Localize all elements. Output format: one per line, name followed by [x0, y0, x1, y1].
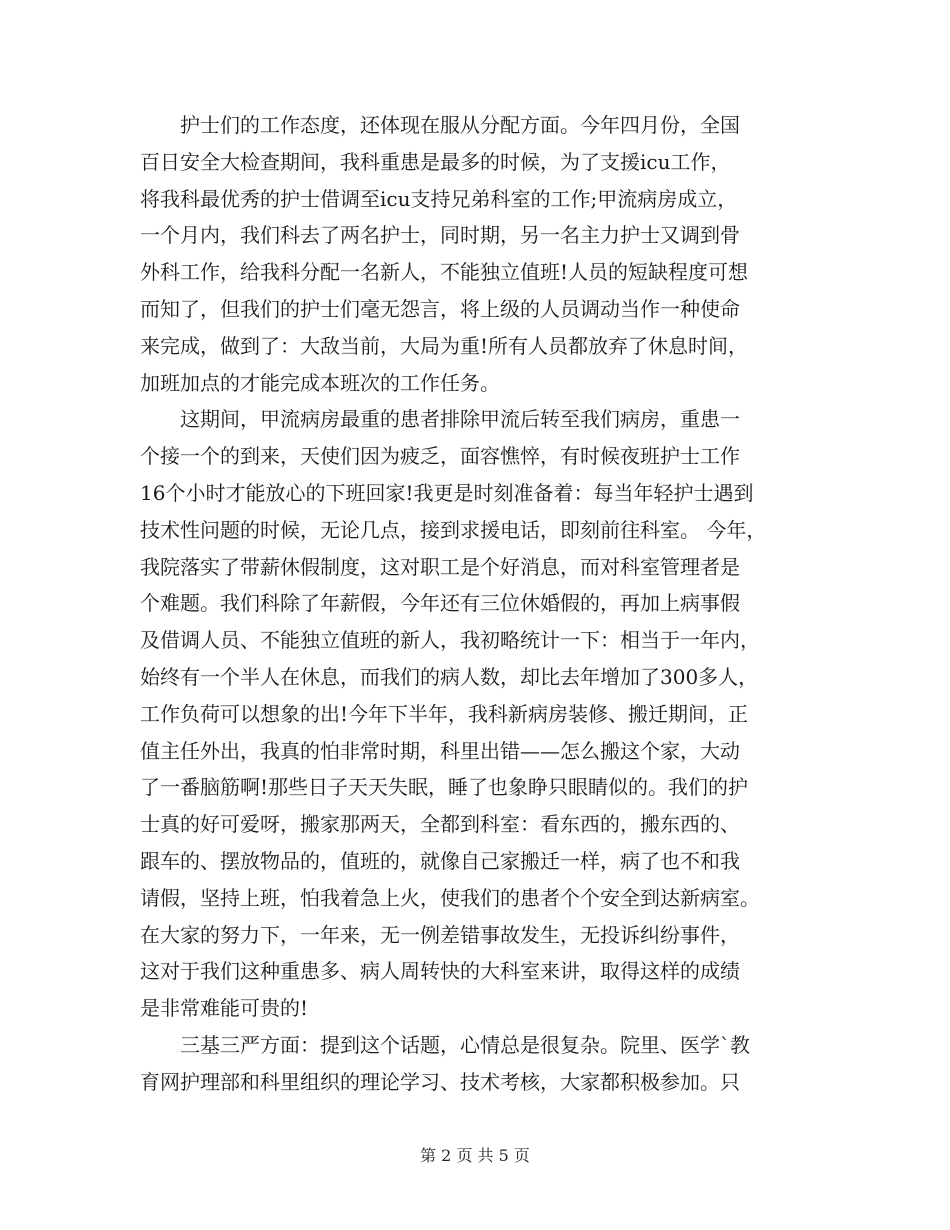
text-line: 士真的好可爱呀，搬家那两天，全都到科室：看东西的，搬东西的、 [140, 812, 740, 837]
text-line: 请假，坚持上班，怕我着急上火，使我们的患者个个安全到达新病室。 [140, 885, 760, 910]
text-line: 护士们的工作态度，还体现在服从分配方面。今年四月份，全国 [140, 113, 740, 137]
text-line: 来完成，做到了：大敌当前，大局为重!所有人员都放弃了休息时间， [140, 333, 749, 358]
text-line: 值主任外出，我真的怕非常时期，科里出错——怎么搬这个家，大动 [140, 738, 740, 763]
text-line: 一个月内，我们科去了两名护士，同时期，另一名主力护士又调到骨 [140, 223, 740, 248]
text-line: 加班加点的才能完成本班次的工作任务。 [140, 370, 500, 395]
text-line: 了一番脑筋啊!那些日子天天失眠，睡了也象睁只眼睛似的。我们的护 [140, 775, 749, 800]
text-line: 百日安全大检查期间，我科重患是最多的时候，为了支援icu工作， [140, 149, 731, 174]
page-number-footer: 第 2 页 共 5 页 [420, 1146, 530, 1165]
text-line: 三基三严方面：提到这个话题，心情总是很复杂。院里、医学`教 [140, 1032, 750, 1057]
text-line: 跟车的、摆放物品的，值班的，就像自己家搬迁一样，病了也不和我 [140, 848, 740, 873]
text-line: 及借调人员、不能独立值班的新人，我初略统计一下：相当于一年内， [140, 628, 760, 653]
text-line: 这期间，甲流病房最重的患者排除甲流后转至我们病房，重患一 [140, 407, 740, 432]
text-line: 始终有一个半人在休息，而我们的病人数，却比去年增加了300多人， [140, 664, 759, 689]
text-line: 个接一个的到来，天使们因为疲乏，面容憔悴，有时候夜班护士工作 [140, 444, 740, 469]
text-line: 技术性问题的时候，无论几点，接到求援电话，即刻前往科室。 今年， [140, 517, 767, 542]
text-line: 在大家的努力下，一年来，无一例差错事故发生，无投诉纠纷事件， [140, 922, 740, 947]
text-line: 工作负荷可以想象的出!今年下半年，我科新病房装修、搬迁期间，正 [140, 701, 749, 726]
text-line: 是非常难能可贵的! [140, 996, 309, 1021]
text-line: 育网护理部和科里组织的理论学习、技术考核，大家都积极参加。只 [140, 1069, 740, 1094]
text-line: 将我科最优秀的护士借调至icu支持兄弟科室的工作;甲流病房成立， [140, 186, 738, 211]
text-line: 我院落实了带薪休假制度，这对职工是个好消息，而对科室管理者是 [140, 554, 740, 579]
text-line: 而知了，但我们的护士们毫无怨言，将上级的人员调动当作一种使命 [140, 296, 740, 321]
text-line: 这对于我们这种重患多、病人周转快的大科室来讲，取得这样的成绩 [140, 959, 740, 984]
text-line: 外科工作，给我科分配一名新人，不能独立值班!人员的短缺程度可想 [140, 260, 749, 285]
text-line: 16个小时才能放心的下班回家!我更是时刻准备着：每当年轻护士遇到 [140, 480, 754, 505]
body-text [140, 107, 812, 1101]
text-line: 个难题。我们科除了年薪假，今年还有三位休婚假的，再加上病事假 [140, 591, 740, 616]
